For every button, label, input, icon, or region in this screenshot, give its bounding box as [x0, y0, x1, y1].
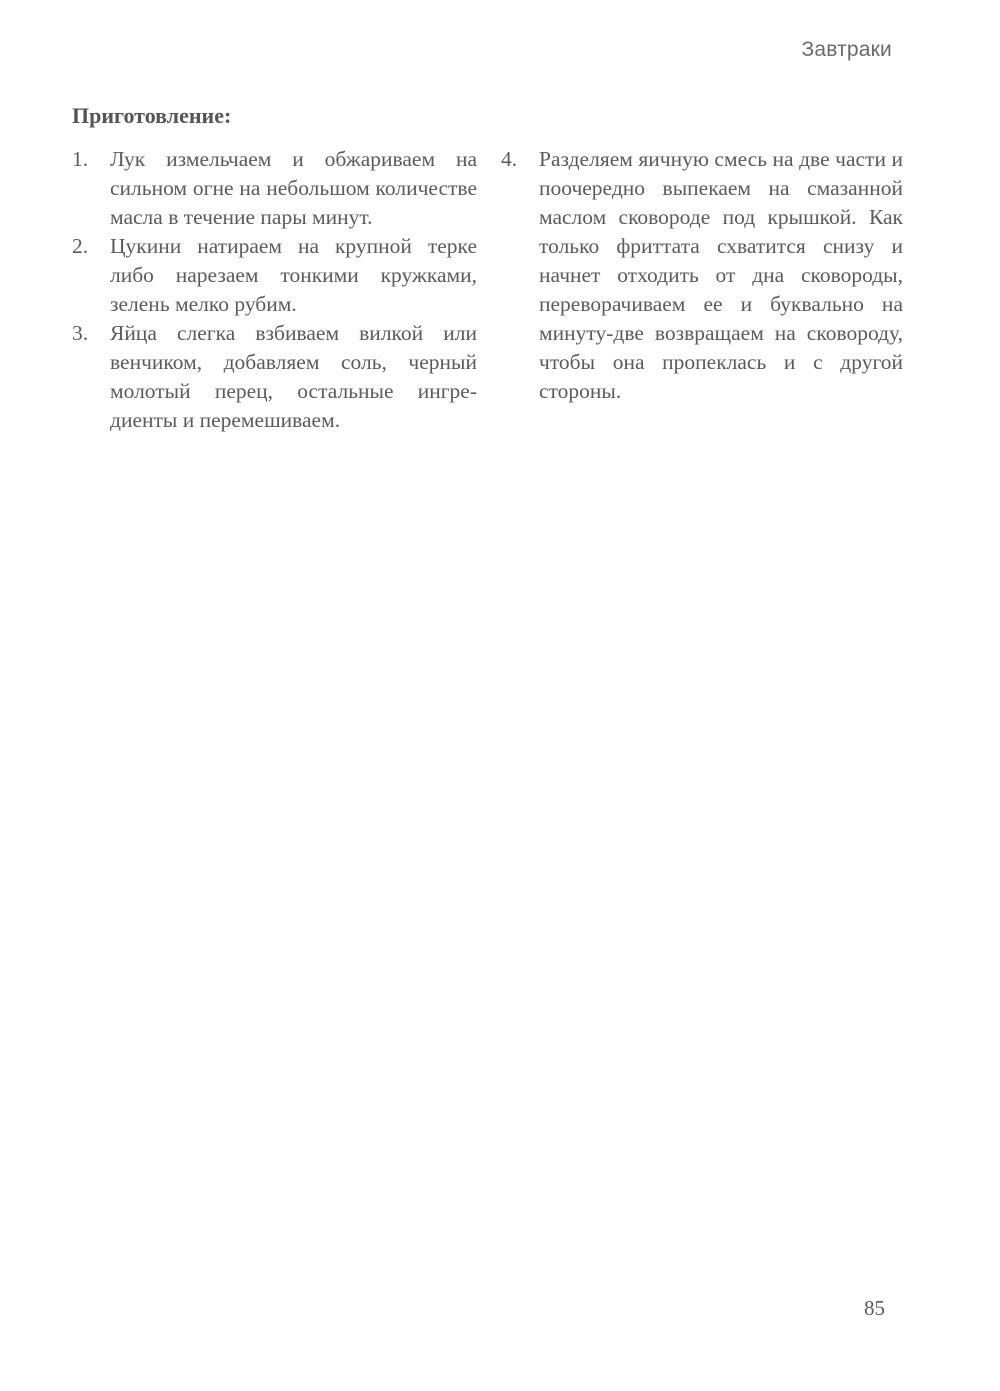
page-number: 85 — [864, 1296, 885, 1320]
step-item-1 — [72, 145, 477, 232]
step-number: 1. — [72, 147, 89, 171]
step-item-3 — [72, 319, 477, 435]
step-item-2 — [72, 232, 477, 319]
step-item-4 — [501, 145, 903, 406]
step-number: 2. — [72, 234, 89, 258]
section-title: Приготовление: — [72, 103, 232, 128]
running-head: Завтраки — [801, 38, 892, 61]
step-number: 4. — [501, 147, 518, 171]
step-number: 3. — [72, 321, 89, 345]
step-text: Разделяем яичную смесь на две части и поочередно выпекаем на смазанной маслом сковороде под крышкой. Как только фриттата схватится снизу и начнет отходить от дна сковороды, переворачиваем ее и буквально на минуту-две возвращаем на сковороду, чтобы она пропеклась и с другой стороны. — [539, 147, 903, 403]
step-text: Цукини натираем на крупной терке либо нарезаем тонкими кружками, зелень мелко рубим. — [110, 234, 477, 316]
step-text: Лук измельчаем и обжариваем на сильном огне на небольшом количестве масла в течение пары минут. — [110, 147, 477, 229]
steps-column-right — [501, 145, 903, 406]
step-text: Яйца слегка взбиваем вилкой или венчиком, добавляем соль, черный молотый перец, остальные ингредиенты и перемешиваем. — [110, 321, 477, 432]
steps-column-left — [72, 145, 477, 435]
